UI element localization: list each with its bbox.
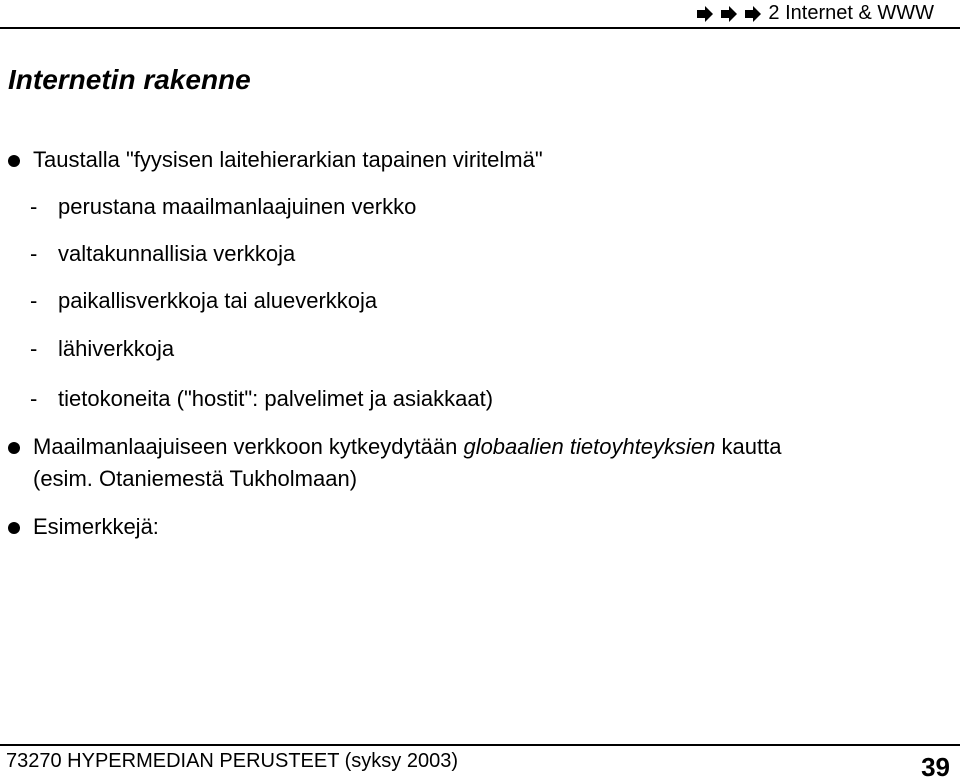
section-title: 2 Internet & WWW xyxy=(768,2,934,24)
arrow-right-icon xyxy=(696,5,714,23)
footer-rule xyxy=(0,744,960,746)
arrow-right-icon xyxy=(744,5,762,23)
sub-item-text: paikallisverkkoja tai alueverkkoja xyxy=(58,288,378,313)
sub-item-text: tietokoneita ("hostit": palvelimet ja asiakkaat) xyxy=(58,386,494,411)
bullet-text: Esimerkkejä: xyxy=(33,514,159,539)
bullet-text-line2: (esim. Otaniemestä Tukholmaan) xyxy=(33,466,358,491)
bullet-dot-icon xyxy=(8,522,20,534)
sub-item-text: lähiverkkoja xyxy=(58,336,175,361)
bullet-dot-icon xyxy=(8,155,20,167)
bullet-dot-icon xyxy=(8,442,20,454)
emphasized-text: globaalien tietoyhteyksien xyxy=(463,434,716,459)
bullet-text: Taustalla "fyysisen laitehierarkian tapainen viritelmä" xyxy=(33,147,543,172)
arrow-right-icon xyxy=(720,5,738,23)
course-footer: 73270 HYPERMEDIAN PERUSTEET (syksy 2003) xyxy=(6,750,459,772)
section-indicator xyxy=(696,2,934,25)
header-rule xyxy=(0,27,960,29)
slide-title: Internetin rakenne xyxy=(8,64,251,95)
page-number: 39 xyxy=(921,752,950,782)
slide-header xyxy=(0,0,960,26)
sub-item-text: perustana maailmanlaajuinen verkko xyxy=(58,194,417,219)
bullet-text: Maailmanlaajuiseen verkkoon kytkeydytään globaalien tietoyhteyksien kautta xyxy=(33,434,782,459)
sub-item-text: valtakunnallisia verkkoja xyxy=(58,241,296,266)
